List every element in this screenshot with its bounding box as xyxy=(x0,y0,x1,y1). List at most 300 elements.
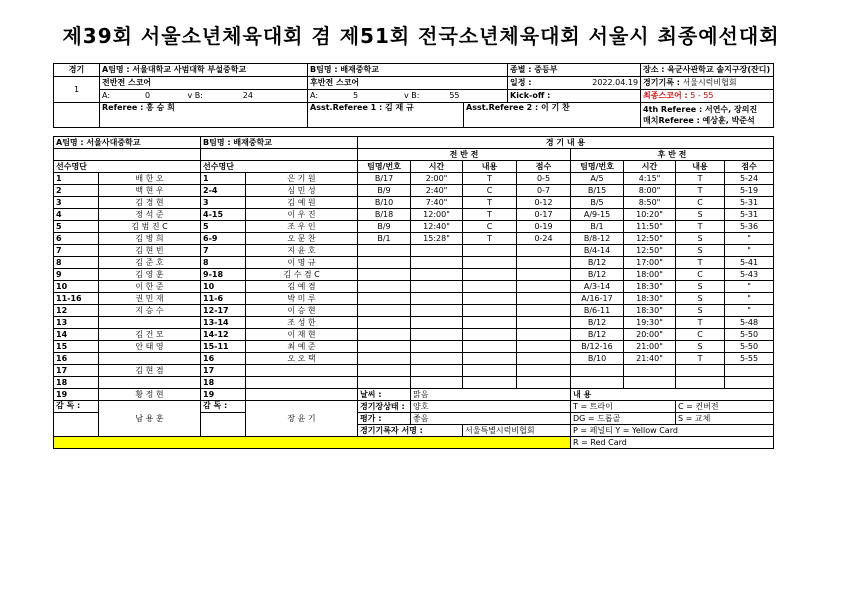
team-b-number: 7 xyxy=(201,245,246,257)
first-half-a-value: 0 xyxy=(144,91,151,100)
second-half-score: 5-31 xyxy=(725,209,774,221)
team-a-number: 7 xyxy=(54,245,99,257)
second-half-score: 5-31 xyxy=(725,197,774,209)
second-half-content: C xyxy=(676,329,725,341)
first-half-team-no: B/1 xyxy=(358,233,411,245)
first-half-time: 15:28" xyxy=(411,233,463,245)
team-a-number: 4 xyxy=(54,209,99,221)
second-half-time: 8:50" xyxy=(624,197,676,209)
team-b-number: 16 xyxy=(201,353,246,365)
team-a-number: 18 xyxy=(54,377,99,389)
team-b-number: 5 xyxy=(201,221,246,233)
second-half-team-no: A/5 xyxy=(571,173,624,185)
first-col-time: 시간 xyxy=(411,161,463,173)
legend-drop-goal: DG = 드롭골 xyxy=(571,413,676,425)
team-b-number: 15-11 xyxy=(201,341,246,353)
team-a-number: 2 xyxy=(54,185,99,197)
first-half-team-no xyxy=(358,365,411,377)
first-half-score: 0-12 xyxy=(517,197,571,209)
coach-b-name: 장 윤 기 xyxy=(246,401,358,437)
second-half-team-no: A/3-14 xyxy=(571,281,624,293)
second-half-team-no: B/4-14 xyxy=(571,245,624,257)
second-half-time: 12:50" xyxy=(624,233,676,245)
team-b-player: 김 예 겸 xyxy=(246,281,358,293)
coach-a-name: 남 용 훈 xyxy=(99,401,201,437)
first-half-time xyxy=(411,377,463,389)
team-a-number: 19 xyxy=(54,389,99,401)
first-half-content xyxy=(463,365,517,377)
first-half-team-no: B/9 xyxy=(358,221,411,233)
second-half-score: 5-55 xyxy=(725,353,774,365)
first-half-content xyxy=(463,245,517,257)
date-label: 일정 : xyxy=(508,77,556,90)
team-a-player-col: 선수명단 xyxy=(54,161,201,173)
second-half-content xyxy=(676,377,725,389)
second-half-b-value: 55 xyxy=(449,91,460,100)
first-half-team-no xyxy=(358,281,411,293)
team-a-player xyxy=(99,353,201,365)
first-col-team-no: 팀명/번호 xyxy=(358,161,411,173)
first-half-b-value: 24 xyxy=(242,91,253,100)
team-b-number: 11-6 xyxy=(201,293,246,305)
second-half-team-no: B/12 xyxy=(571,329,624,341)
empty-cell xyxy=(54,149,201,161)
second-half-score xyxy=(725,377,774,389)
team-b-number: 8 xyxy=(201,257,246,269)
first-half-team-no xyxy=(358,305,411,317)
first-half-team-no xyxy=(358,329,411,341)
second-half-team-no xyxy=(571,377,624,389)
table-row xyxy=(54,365,774,377)
field-condition-value: 양호 xyxy=(411,401,571,413)
first-half-score: 0-19 xyxy=(517,221,571,233)
first-col-score: 점수 xyxy=(517,161,571,173)
first-col-content: 내용 xyxy=(463,161,517,173)
second-half-content: T xyxy=(676,317,725,329)
first-half-score xyxy=(517,293,571,305)
team-a-player: 김 범 진 C xyxy=(99,221,201,233)
second-half-time: 18:00" xyxy=(624,269,676,281)
second-half-heading: 후 반 전 xyxy=(571,149,774,161)
second-half-score xyxy=(725,365,774,377)
second-half-team-no: B/12 xyxy=(571,317,624,329)
first-half-content: T xyxy=(463,197,517,209)
first-half-time xyxy=(411,317,463,329)
table-row xyxy=(54,209,774,221)
first-half-a xyxy=(100,90,151,103)
team-b-number: 14-12 xyxy=(201,329,246,341)
first-half-time xyxy=(411,365,463,377)
team-b-number: 3 xyxy=(201,197,246,209)
team-a-number: 16 xyxy=(54,353,99,365)
first-half-content xyxy=(463,257,517,269)
team-a-number: 12 xyxy=(54,305,99,317)
first-half-team-no xyxy=(358,317,411,329)
second-half-team-no: B/12-16 xyxy=(571,341,624,353)
team-a-player xyxy=(99,377,201,389)
game-label: 경기 xyxy=(54,64,100,77)
first-half-content: T xyxy=(463,209,517,221)
team-b-player: 박 미 루 xyxy=(246,293,358,305)
table-row xyxy=(54,257,774,269)
second-half-content: S xyxy=(676,233,725,245)
first-half-score xyxy=(517,245,571,257)
team-b-number: 10 xyxy=(201,281,246,293)
first-half-score: 0-5 xyxy=(517,173,571,185)
second-half-content: S xyxy=(676,293,725,305)
team-a-player: 김 현 빈 xyxy=(99,245,201,257)
first-half-team-no xyxy=(358,257,411,269)
team-a-number: 5 xyxy=(54,221,99,233)
team-b-player: 이 명 규 xyxy=(246,257,358,269)
first-half-time xyxy=(411,353,463,365)
second-half-content: S xyxy=(676,305,725,317)
table-row xyxy=(54,305,774,317)
empty-cell xyxy=(201,413,246,437)
first-half-team-no: B/17 xyxy=(358,173,411,185)
second-half-a-label: A: xyxy=(310,91,319,100)
first-half-b xyxy=(146,90,308,103)
team-b-label: B팀명 : 배재중학교 xyxy=(308,64,508,77)
second-half-content: T xyxy=(676,185,725,197)
first-half-score xyxy=(517,329,571,341)
empty-cell xyxy=(54,413,99,437)
second-col-score: 점수 xyxy=(725,161,774,173)
team-a-player: 백 현 우 xyxy=(99,185,201,197)
team-a-player xyxy=(99,317,201,329)
table-row xyxy=(54,185,774,197)
recorder-label: 경기기록 : xyxy=(643,78,680,87)
first-half-team-no xyxy=(358,353,411,365)
second-half-score: 5-50 xyxy=(725,341,774,353)
team-b-player xyxy=(246,377,358,389)
second-half-time: 11:50" xyxy=(624,221,676,233)
team-b-player: 최 예 준 xyxy=(246,341,358,353)
fourth-referee: 4th Referee : 서연수, 장의진 xyxy=(643,105,758,114)
final-score-value: 5 - 55 xyxy=(690,91,714,100)
first-half-time: 2:00" xyxy=(411,173,463,185)
second-half-content: T xyxy=(676,257,725,269)
first-half-team-no xyxy=(358,269,411,281)
first-half-score xyxy=(517,305,571,317)
team-b-player: 이 재 현 xyxy=(246,329,358,341)
evaluation-label: 평가 : xyxy=(358,413,411,425)
team-a-label: A팀명 : 서울대학교 사범대학 부설중학교 xyxy=(100,64,308,77)
first-half-time xyxy=(411,269,463,281)
first-half-time: 12:00" xyxy=(411,209,463,221)
second-half-time: 20:00" xyxy=(624,329,676,341)
first-half-team-no: B/10 xyxy=(358,197,411,209)
second-half-time: 18:30" xyxy=(624,305,676,317)
second-half-ab xyxy=(308,90,508,103)
legend-substitution: S = 교체 xyxy=(676,413,774,425)
first-half-team-no: B/9 xyxy=(358,185,411,197)
first-half-content xyxy=(463,329,517,341)
second-half-score: 5-43 xyxy=(725,269,774,281)
first-half-team-no xyxy=(358,377,411,389)
recorder-value: 서울시럭비협회 xyxy=(682,78,737,87)
table-row xyxy=(54,197,774,209)
second-half-content: S xyxy=(676,245,725,257)
assistant-referee-2: Asst.Referee 2 : 이 기 찬 xyxy=(464,103,641,128)
team-a-player: 황 정 현 xyxy=(99,389,201,401)
team-b-player xyxy=(246,365,358,377)
first-half-content: C xyxy=(463,185,517,197)
table-row xyxy=(54,341,774,353)
table-row xyxy=(54,173,774,185)
kickoff-label: Kick-off : xyxy=(508,90,641,103)
evaluation-value: 좋음 xyxy=(411,413,571,425)
legend-penalty-yellow: P = 페널티 Y = Yellow Card xyxy=(571,425,774,437)
first-half-time: 2:40" xyxy=(411,185,463,197)
second-half-time: 21:40" xyxy=(624,353,676,365)
second-half-team-no: B/6-11 xyxy=(571,305,624,317)
team-b-player: 조 우 인 xyxy=(246,221,358,233)
recorder-sign-value: 서울특별시럭비협회 xyxy=(463,425,571,437)
team-b-number: 12-17 xyxy=(201,305,246,317)
second-half-content: S xyxy=(676,341,725,353)
team-a-number: 6 xyxy=(54,233,99,245)
second-half-team-no: A/9-15 xyxy=(571,209,624,221)
team-b-number: 1 xyxy=(201,173,246,185)
team-b-number: 19 xyxy=(201,389,246,401)
team-a-name: A팀명 : 서울사대중학교 xyxy=(54,137,201,149)
team-a-player: 안 태 영 xyxy=(99,341,201,353)
second-half-score: " xyxy=(725,305,774,317)
second-half-team-no: B/10 xyxy=(571,353,624,365)
first-half-content: T xyxy=(463,233,517,245)
recorder-sign-label: 경기기록자 서명 : xyxy=(358,425,463,437)
first-half-a-label: A: xyxy=(102,91,111,100)
first-half-score xyxy=(517,377,571,389)
first-half-time xyxy=(411,341,463,353)
date-value: 2022.04.19 xyxy=(556,77,641,90)
second-half-a-value: 5 xyxy=(352,91,359,100)
first-half-time: 12:40" xyxy=(411,221,463,233)
assistant-referee-1: Asst.Referee 1 : 김 재 규 xyxy=(308,103,464,128)
team-b-player: 지 윤 호 xyxy=(246,245,358,257)
match-info-table xyxy=(53,63,774,128)
team-b-player: 심 민 성 xyxy=(246,185,358,197)
first-half-score-label: 전반전 스코어 xyxy=(100,77,308,90)
second-half-content: T xyxy=(676,221,725,233)
table-row xyxy=(54,233,774,245)
team-a-number: 14 xyxy=(54,329,99,341)
team-a-number: 1 xyxy=(54,173,99,185)
first-half-time xyxy=(411,305,463,317)
second-half-time: 8:00" xyxy=(624,185,676,197)
team-a-player: 김 병 희 xyxy=(99,233,201,245)
empty-cell xyxy=(54,103,100,128)
first-half-score xyxy=(517,365,571,377)
table-row xyxy=(54,269,774,281)
recorder-field xyxy=(641,77,774,90)
table-row xyxy=(54,353,774,365)
first-half-time xyxy=(411,329,463,341)
first-half-score: 0-24 xyxy=(517,233,571,245)
team-b-player: 조 성 한 xyxy=(246,317,358,329)
coach-a-label: 감 독 : xyxy=(54,401,99,413)
second-half-content: T xyxy=(676,173,725,185)
first-half-content xyxy=(463,317,517,329)
second-half-content: C xyxy=(676,197,725,209)
second-half-score: 5-24 xyxy=(725,173,774,185)
second-half-time: 17:00" xyxy=(624,257,676,269)
first-half-content xyxy=(463,341,517,353)
first-half-time xyxy=(411,293,463,305)
legend-title: 내 용 xyxy=(571,389,774,401)
table-row xyxy=(54,245,774,257)
table-row xyxy=(54,317,774,329)
second-half-score: 5-48 xyxy=(725,317,774,329)
second-half-time: 21:00" xyxy=(624,341,676,353)
team-a-player: 김 경 현 xyxy=(99,197,201,209)
team-a-player: 김 영 훈 xyxy=(99,269,201,281)
team-a-player: 배 한 오 xyxy=(99,173,201,185)
team-a-player: 김 준 호 xyxy=(99,257,201,269)
first-half-content xyxy=(463,281,517,293)
team-b-number: 9-18 xyxy=(201,269,246,281)
event-label: 종별 : 중등부 xyxy=(508,64,641,77)
second-half-score: 5-36 xyxy=(725,221,774,233)
venue-label: 장소 : 육군사관학교 솔지구장(잔디) xyxy=(641,64,774,77)
team-b-player xyxy=(246,389,358,401)
team-b-player: 이 우 진 xyxy=(246,209,358,221)
second-half-team-no: B/15 xyxy=(571,185,624,197)
first-half-score xyxy=(517,353,571,365)
second-half-time: 4:15" xyxy=(624,173,676,185)
team-b-number: 2-4 xyxy=(201,185,246,197)
page-title: 제39회 서울소년체육대회 겸 제51회 전국소년체육대회 서울시 최종예선대회 xyxy=(62,24,780,48)
team-a-number: 3 xyxy=(54,197,99,209)
second-col-content: 내용 xyxy=(676,161,725,173)
team-b-player: 이 승 현 xyxy=(246,305,358,317)
second-half-team-no: B/8-12 xyxy=(571,233,624,245)
first-half-score xyxy=(517,341,571,353)
first-half-heading: 전 반 전 xyxy=(358,149,571,161)
first-half-content: C xyxy=(463,221,517,233)
second-half-time: 12:50" xyxy=(624,245,676,257)
second-half-time xyxy=(624,365,676,377)
first-half-content xyxy=(463,377,517,389)
team-b-number: 13-14 xyxy=(201,317,246,329)
second-half-score: 5-19 xyxy=(725,185,774,197)
second-half-time xyxy=(624,377,676,389)
first-half-team-no: B/18 xyxy=(358,209,411,221)
second-half-team-no: B/12 xyxy=(571,257,624,269)
team-b-number: 6-9 xyxy=(201,233,246,245)
second-half-vb-label: v B: xyxy=(404,91,420,100)
team-b-player: 은 기 원 xyxy=(246,173,358,185)
team-b-number: 17 xyxy=(201,365,246,377)
second-half-score: 5-41 xyxy=(725,257,774,269)
team-a-number: 8 xyxy=(54,257,99,269)
team-a-player: 이 한 준 xyxy=(99,281,201,293)
first-half-vb-label: v B: xyxy=(187,91,203,100)
first-half-score xyxy=(517,281,571,293)
table-row xyxy=(54,377,774,389)
second-half-team-no: B/1 xyxy=(571,221,624,233)
team-a-player: 권 민 재 xyxy=(99,293,201,305)
empty-cell xyxy=(201,149,358,161)
team-a-player: 지 승 수 xyxy=(99,305,201,317)
first-half-time xyxy=(411,281,463,293)
second-half-time: 10:20" xyxy=(624,209,676,221)
second-half-content xyxy=(676,365,725,377)
team-b-player: 오 문 찬 xyxy=(246,233,358,245)
table-row xyxy=(54,293,774,305)
first-half-score xyxy=(517,257,571,269)
first-half-content xyxy=(463,353,517,365)
team-a-player: 김 현 겸 xyxy=(99,365,201,377)
final-score-field xyxy=(641,90,774,103)
second-half-score: " xyxy=(725,245,774,257)
first-half-team-no xyxy=(358,293,411,305)
final-score-label: 최종스코어 : xyxy=(643,91,688,100)
team-a-player: 정 석 준 xyxy=(99,209,201,221)
second-col-team-no: 팀명/번호 xyxy=(571,161,624,173)
first-half-score: 0-7 xyxy=(517,185,571,197)
second-half-time: 18:30" xyxy=(624,281,676,293)
second-half-score: " xyxy=(725,293,774,305)
first-half-content xyxy=(463,305,517,317)
second-half-content: S xyxy=(676,281,725,293)
first-half-content xyxy=(463,293,517,305)
table-row xyxy=(54,221,774,233)
first-half-score xyxy=(517,317,571,329)
table-row xyxy=(54,329,774,341)
field-condition-label: 경기장상태 : xyxy=(358,401,411,413)
first-half-content: T xyxy=(463,173,517,185)
team-b-player: 김 수 겸 C xyxy=(246,269,358,281)
team-a-number: 11-16 xyxy=(54,293,99,305)
second-half-content: T xyxy=(676,353,725,365)
second-half-score: " xyxy=(725,281,774,293)
team-b-player-col: 선수명단 xyxy=(201,161,358,173)
first-half-time xyxy=(411,245,463,257)
second-half-time: 18:30" xyxy=(624,293,676,305)
match-referee: 매치Referee : 예상훈, 박준석 xyxy=(643,116,755,125)
table-row xyxy=(54,281,774,293)
team-a-number: 17 xyxy=(54,365,99,377)
team-b-number: 18 xyxy=(201,377,246,389)
second-half-score-label: 후반전 스코어 xyxy=(308,77,508,90)
second-half-team-no: B/5 xyxy=(571,197,624,209)
team-b-name: B팀명 : 배재중학교 xyxy=(201,137,358,149)
yellow-bar xyxy=(54,437,571,449)
legend-red-card: R = Red Card xyxy=(571,437,774,449)
team-b-number: 4-15 xyxy=(201,209,246,221)
second-half-team-no xyxy=(571,365,624,377)
coach-b-label: 감 독 : xyxy=(201,401,246,413)
referee: Referee : 홍 승 희 xyxy=(100,103,308,128)
team-a-number: 10 xyxy=(54,281,99,293)
first-half-team-no xyxy=(358,341,411,353)
weather-label: 날씨 : xyxy=(358,389,411,401)
weather-value: 맑음 xyxy=(411,389,571,401)
team-a-player: 김 건 모 xyxy=(99,329,201,341)
team-b-player: 오 오 택 xyxy=(246,353,358,365)
first-half-score: 0-17 xyxy=(517,209,571,221)
second-half-time: 19:30" xyxy=(624,317,676,329)
second-half-team-no: B/12 xyxy=(571,269,624,281)
team-a-number: 9 xyxy=(54,269,99,281)
first-half-time: 7:40" xyxy=(411,197,463,209)
game-number: 1 xyxy=(54,77,100,103)
second-col-time: 시간 xyxy=(624,161,676,173)
second-half-score: 5-50 xyxy=(725,329,774,341)
second-half-score: " xyxy=(725,233,774,245)
